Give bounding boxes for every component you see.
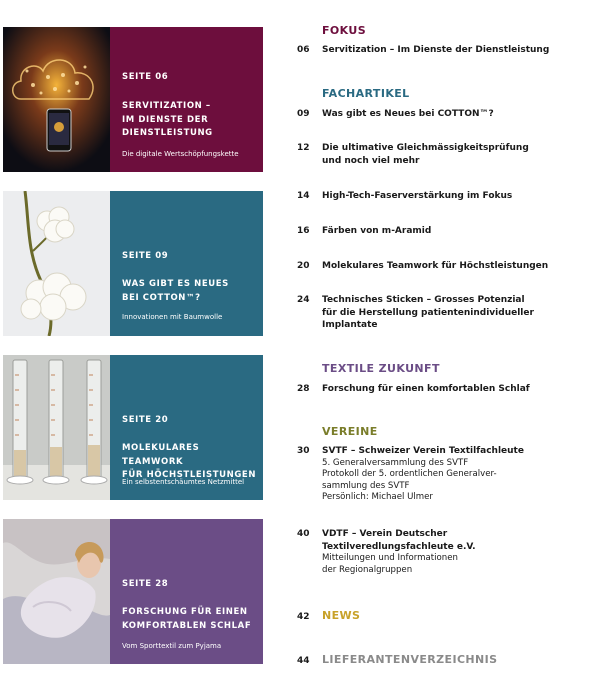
feature-subtitle: Die digitale Wertschöpfungskette [122,150,239,158]
toc-entry-title: Färben von m-Aramid [322,226,432,236]
feature-subtitle: Ein selbstentschäumtes Netzmittel [122,478,245,486]
feature-title [122,100,259,141]
feature-servitization[interactable] [0,27,263,172]
toc-entry-title: Die ultimative Gleichmässigkeitsprüfung [322,143,529,153]
toc-entry-title: Was gibt es Neues bei COTTON™? [322,109,494,119]
toc-entry-detail: sammlung des SVTF [322,480,410,491]
toc-entry-title: für die Herstellung patientenindividueller [322,307,534,318]
toc-entry-cotton[interactable] [322,108,582,121]
feature-page: SEITE 06 [122,72,169,82]
toc-entry-detail: Mitteilungen und Informationen [322,553,458,563]
toc-entry-title: Textilveredlungsfachleute e.V. [322,541,476,552]
toc-entry-title: Servitization – Im Dienste der Dienstleistung [322,45,550,55]
feature-title-line: DIENSTLEISTUNG [122,128,213,138]
toc-page-number: 24 [297,295,310,305]
feature-title-line: FORSCHUNG FÜR EINEN [122,607,248,617]
feature-teamwork[interactable] [0,355,263,500]
feature-title-line: FÜR HÖCHSTLEISTUNGEN [122,470,257,480]
toc-page-number: 20 [297,261,310,271]
section-title-textile-zukunft: TEXTILE ZUKUNFT [322,362,440,375]
toc-page-number: 16 [297,226,310,236]
toc-entry-detail: der Regionalgruppen [322,564,413,575]
measuring-cylinders-photo [3,355,110,500]
toc-entry-gleichmaessigkeit[interactable] [322,142,582,167]
toc-entry-title: Technisches Sticken – Grosses Potenzial [322,295,525,305]
toc-entry-title: High-Tech-Faserverstärkung im Fokus [322,191,513,201]
toc-entry-title: und noch viel mehr [322,155,420,166]
toc-entry-aramid[interactable] [322,225,582,238]
feature-title [122,278,259,305]
feature-panel [110,27,263,172]
feature-title-line: MOLEKULARES TEAMWORK [122,443,200,467]
toc-entry-svtf[interactable] [322,445,582,504]
toc-page-number: 28 [297,384,310,394]
toc-page-number: 09 [297,109,310,119]
toc-entry-schlaf[interactable] [322,383,582,396]
toc-entry-sticken[interactable] [322,294,582,332]
toc-entry-title: Implantate [322,320,378,330]
toc-entry-title: VDTF – Verein Deutscher [322,529,448,539]
feature-panel [110,191,263,336]
toc-entry-teamwork[interactable] [322,260,582,273]
feature-page: SEITE 09 [122,251,169,261]
toc-entry-servitization[interactable] [322,44,582,57]
toc-page-number: 40 [297,529,310,539]
feature-title-line: KOMFORTABLEN SCHLAF [122,620,252,631]
feature-subtitle: Vom Sporttextil zum Pyjama [122,642,222,650]
feature-panel [110,519,263,664]
cloud-smartphone-photo [3,27,110,172]
feature-subtitle: Innovationen mit Baumwolle [122,313,223,321]
feature-title-line: SERVITIZATION – [122,101,211,111]
cotton-plant-photo [3,191,110,336]
toc-page-number: 14 [297,191,310,201]
sleeping-woman-photo [3,519,110,664]
toc-entry-detail: 5. Generalversammlung des SVTF [322,457,469,468]
toc-page-number: 06 [297,45,310,55]
section-title-fachartikel: FACHARTIKEL [322,87,410,100]
toc-page-number: 12 [297,143,310,153]
toc-entry-vdtf[interactable] [322,528,582,576]
toc-page-number: 30 [297,446,310,456]
feature-title-line: WAS GIBT ES NEUES [122,279,229,289]
feature-title-line: BEI COTTON™? [122,292,201,303]
section-title-fokus: FOKUS [322,24,367,37]
section-title-news[interactable]: NEWS [322,609,361,622]
toc-entry-detail: Protokoll der 5. ordentlichen Generalver- [322,469,497,479]
section-title-lieferantenverzeichnis[interactable]: LIEFERANTENVERZEICHNIS [322,653,498,666]
feature-schlaf[interactable] [0,519,263,664]
feature-page: SEITE 28 [122,579,169,589]
toc-entry-title: Molekulares Teamwork für Höchstleistungen [322,261,549,271]
toc-entry-faserverstaerkung[interactable] [322,190,582,203]
feature-panel [110,355,263,500]
toc-page-number: 44 [297,656,310,666]
section-title-vereine: VEREINE [322,425,378,438]
feature-page: SEITE 20 [122,415,169,425]
feature-title [122,606,259,633]
toc-page-number: 42 [297,612,310,622]
feature-cotton[interactable] [0,191,263,336]
toc-entry-title: SVTF – Schweizer Verein Textilfachleute [322,446,524,456]
feature-title-line: IM DIENSTE DER [122,114,209,125]
toc-entry-detail: Persönlich: Michael Ulmer [322,492,433,502]
toc-entry-title: Forschung für einen komfortablen Schlaf [322,384,530,394]
